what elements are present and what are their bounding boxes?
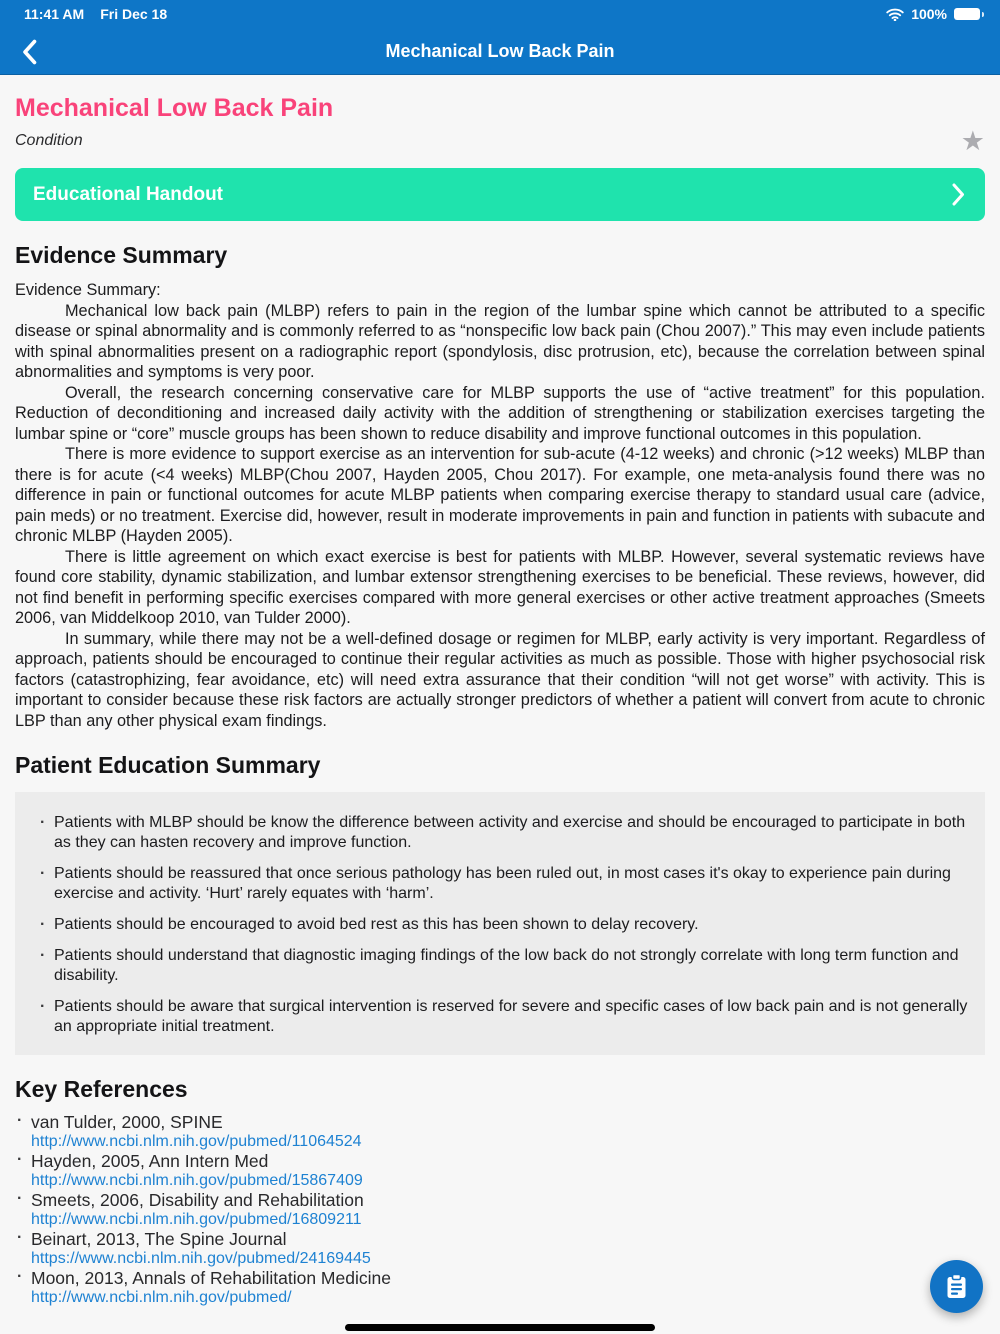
key-references-heading: Key References — [15, 1076, 188, 1102]
evidence-intro-line: Evidence Summary: — [15, 281, 161, 299]
condition-label: Condition — [15, 132, 83, 149]
page-title: Mechanical Low Back Pain — [15, 94, 334, 122]
patient-education-bullet: · Patients with MLBP should be know the difference between activity and exercise and should be encouraged to participate in both as they can hasten recovery and improve function. — [37, 813, 973, 853]
patient-education-bullet: · Patients should be encouraged to avoid bed rest as this has been shown to delay recovery. — [37, 915, 973, 935]
reference-citation: · Smeets, 2006, Disability and Rehabilitation — [31, 1190, 364, 1210]
reference-item — [15, 1229, 985, 1268]
references-list — [15, 1112, 985, 1307]
reference-link[interactable]: http://www.ncbi.nlm.nih.gov/pubmed/11064524 — [31, 1133, 362, 1150]
educational-handout-label: Educational Handout — [33, 183, 223, 205]
patient-education-heading: Patient Education Summary — [15, 752, 321, 778]
patient-education-bullet: · Patients should understand that diagnostic imaging findings of the low back do not strongly correlate with long term function and disability. — [37, 946, 973, 986]
evidence-paragraph: There is more evidence to support exercise as an intervention for sub-acute (4-12 weeks) and chronic (>12 weeks) MLBP than there is for acute (<4 weeks) MLBP(Chou 2007, Hayden 2005, Chou 2017). For example, one meta-analysis found there was no difference in pain or functional outcomes for acute MLBP patients when comparing exercise therapy to standard usual care (advice, pain meds) or no treatment. Exercise did, however, result in moderate improvements in pain and function in patients with subacute and chronic MLBP (Hayden 2005). — [15, 445, 985, 545]
clipboard-icon — [944, 1273, 969, 1300]
evidence-paragraph: Overall, the research concerning conservative care for MLBP supports the use of “active treatment” for this population. Reduction of deconditioning and increased daily activity with the addition of strengthening or stabilization exercises targeting the lumbar spine or “core” muscle groups has been shown to reduce disability and improve functional outcomes in this population. — [15, 383, 985, 443]
reference-item — [15, 1112, 985, 1151]
favorite-star-icon[interactable]: ★ — [960, 126, 985, 156]
nav-title: Mechanical Low Back Pain — [385, 40, 615, 61]
reference-link[interactable]: https://www.ncbi.nlm.nih.gov/pubmed/24169445 — [31, 1250, 371, 1267]
evidence-summary-heading: Evidence Summary — [15, 242, 228, 268]
reference-item — [15, 1268, 985, 1307]
evidence-paragraph: Mechanical low back pain (MLBP) refers to pain in the region of the lumbar spine which cannot be attributed to a specific disease or spinal abnormality and is commonly referred to as “nonspecific low back pain (Chou 2007).” This may even include patients with spinal abnormalities present on a radiographic report (spondylosis, disc protrusion, etc), because the correlation between spinal abnormalities and symptoms is very poor. — [15, 301, 985, 381]
evidence-summary-text — [15, 280, 985, 731]
evidence-paragraph: In summary, while there may not be a well-defined dosage or regimen for MLBP, early activity is very important. Regardless of approach, patients should be encouraged to continue their regular activities as much as possible. Those with higher psychosocial risk factors (catastrophizing, fear avoidance, etc) will need extra assurance that their condition “will not get worse” with activity. This is important to consider because these risk factors are actually stronger predictors of whether a patient will convert from acute to chronic LBP than any other physical exam findings. — [15, 629, 985, 730]
reference-link[interactable]: http://www.ncbi.nlm.nih.gov/pubmed/ — [31, 1289, 292, 1306]
nav-bar — [0, 28, 1000, 75]
reference-citation: · Beinart, 2013, The Spine Journal — [31, 1229, 287, 1249]
patient-education-bullet: · Patients should be aware that surgical intervention is reserved for severe and specific cases of low back pain and is not generally an appropriate initial treatment. — [37, 997, 973, 1037]
educational-handout-button[interactable] — [15, 168, 985, 221]
chevron-right-icon — [952, 183, 965, 206]
status-time: 11:41 AM — [24, 6, 85, 22]
reference-link[interactable]: http://www.ncbi.nlm.nih.gov/pubmed/15867409 — [31, 1172, 363, 1189]
wifi-icon — [886, 8, 904, 21]
reference-item — [15, 1190, 985, 1229]
reference-link[interactable]: http://www.ncbi.nlm.nih.gov/pubmed/16809211 — [31, 1211, 362, 1228]
status-date: Fri Dec 18 — [100, 6, 168, 22]
home-indicator[interactable] — [345, 1324, 655, 1331]
reference-citation: · Moon, 2013, Annals of Rehabilitation Medicine — [31, 1268, 391, 1288]
back-button[interactable] — [13, 37, 45, 67]
status-bar — [0, 0, 1000, 28]
battery-icon — [954, 8, 980, 20]
evidence-paragraph: There is little agreement on which exact exercise is best for patients with MLBP. However, several systematic reviews have found core stability, dynamic stabilization, and lumbar extensor strengthening exercises to be beneficial. These reviews, however, did not find benefit in performing specific exercises compared with more general exercises or other active treatment approaches (Smeets 2006, van Middelkoop 2010, van Tulder 2000). — [15, 547, 985, 627]
reference-citation: · van Tulder, 2000, SPINE — [31, 1112, 223, 1132]
main-content — [0, 94, 1000, 1307]
reference-item — [15, 1151, 985, 1190]
patient-education-bullet: · Patients should be reassured that once serious pathology has been ruled out, in most cases it's okay to experience pain during exercise and activity. ‘Hurt’ rarely equates with ‘harm’. — [37, 864, 973, 904]
battery-percent: 100% — [911, 6, 947, 22]
reference-citation: · Hayden, 2005, Ann Intern Med — [31, 1151, 269, 1171]
patient-education-box — [15, 792, 985, 1055]
clipboard-fab-button[interactable] — [930, 1260, 983, 1313]
